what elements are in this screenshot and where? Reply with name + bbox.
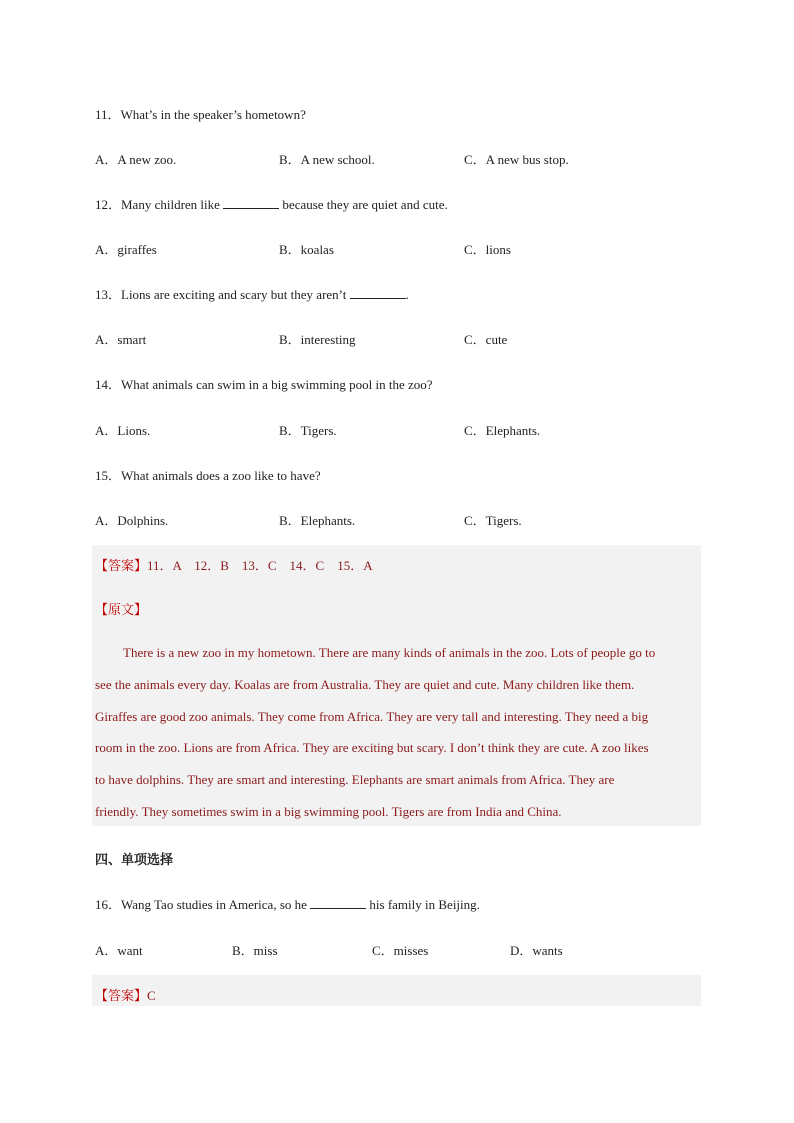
question-16-blank [310, 908, 366, 909]
transcript-line-2: see the animals every day. Koalas are from Australia. They are quiet and cute. Many children like them. [95, 677, 635, 692]
question-13-stem-pre: 13．Lions are exciting and scary but they aren’t [95, 287, 350, 302]
question-13-option-a: A．smart [95, 332, 147, 347]
question-12-option-a: A．giraffes [95, 242, 157, 257]
answer-line-listening [95, 555, 373, 574]
section-4-title: 四、单项选择 [95, 853, 174, 868]
transcript-passage [95, 645, 698, 825]
question-16-stem-pre: 16．Wang Tao studies in America, so he [95, 897, 311, 912]
question-12-stem-post: because they are quiet and cute. [279, 197, 448, 212]
transcript-line-6: friendly. They sometimes swim in a big swimming pool. Tigers are from India and China. [95, 804, 562, 819]
question-14-option-a: A．Lions. [95, 423, 151, 438]
question-11-stem: 11．What’s in the speaker’s hometown? [95, 107, 306, 122]
question-16-option-d: D．wants [510, 943, 563, 958]
question-13-option-b: B．interesting [279, 332, 356, 347]
question-15-option-b: B．Elephants. [279, 513, 356, 528]
question-16-option-c: C．misses [372, 943, 429, 958]
answer-label-16: 【答案】 [95, 988, 148, 1003]
transcript-label: 【原文】 [95, 602, 148, 617]
answer-line-16 [95, 985, 156, 1004]
question-12-option-c: C．lions [464, 242, 511, 257]
question-14-stem: 14．What animals can swim in a big swimming pool in the zoo? [95, 377, 433, 392]
question-15-stem: 15．What animals does a zoo like to have? [95, 468, 321, 483]
question-16-stem-post: his family in Beijing. [366, 897, 480, 912]
question-11-option-a: A．A new zoo. [95, 152, 177, 167]
question-11-option-b: B．A new school. [279, 152, 375, 167]
question-16-stem [95, 894, 480, 913]
question-12-stem [95, 194, 448, 213]
question-13-stem-post: . [405, 287, 409, 302]
question-14-option-c: C．Elephants. [464, 423, 541, 438]
question-11-option-c: C．A new bus stop. [464, 152, 569, 167]
answer-value-16: C [147, 988, 156, 1003]
question-13-option-c: C．cute [464, 332, 508, 347]
question-12-option-b: B．koalas [279, 242, 334, 257]
question-15-option-c: C．Tigers. [464, 513, 522, 528]
question-13-blank [350, 298, 406, 299]
question-14-option-b: B．Tigers. [279, 423, 337, 438]
answer-box-16 [92, 975, 701, 1006]
question-13-stem [95, 284, 409, 303]
answer-values: 11．A 12．B 13．C 14．C 15．A [147, 558, 373, 573]
question-16-option-b: B．miss [232, 943, 278, 958]
transcript-line-1: There is a new zoo in my hometown. There are many kinds of animals in the zoo. Lots of people go to [123, 645, 656, 660]
answer-label: 【答案】 [95, 558, 148, 573]
question-16-option-a: A．want [95, 943, 143, 958]
question-12-blank [223, 208, 279, 209]
transcript-line-3: Giraffes are good zoo animals. They come from Africa. They are very tall and interesting. They need a big [95, 709, 649, 724]
transcript-line-5: to have dolphins. They are smart and interesting. Elephants are smart animals from Africa. They are [95, 772, 615, 787]
transcript-line-4: room in the zoo. Lions are from Africa. They are exciting but scary. I don’t think they are cute. A zoo likes [95, 740, 649, 755]
question-15-option-a: A．Dolphins. [95, 513, 169, 528]
question-12-stem-pre: 12．Many children like [95, 197, 224, 212]
